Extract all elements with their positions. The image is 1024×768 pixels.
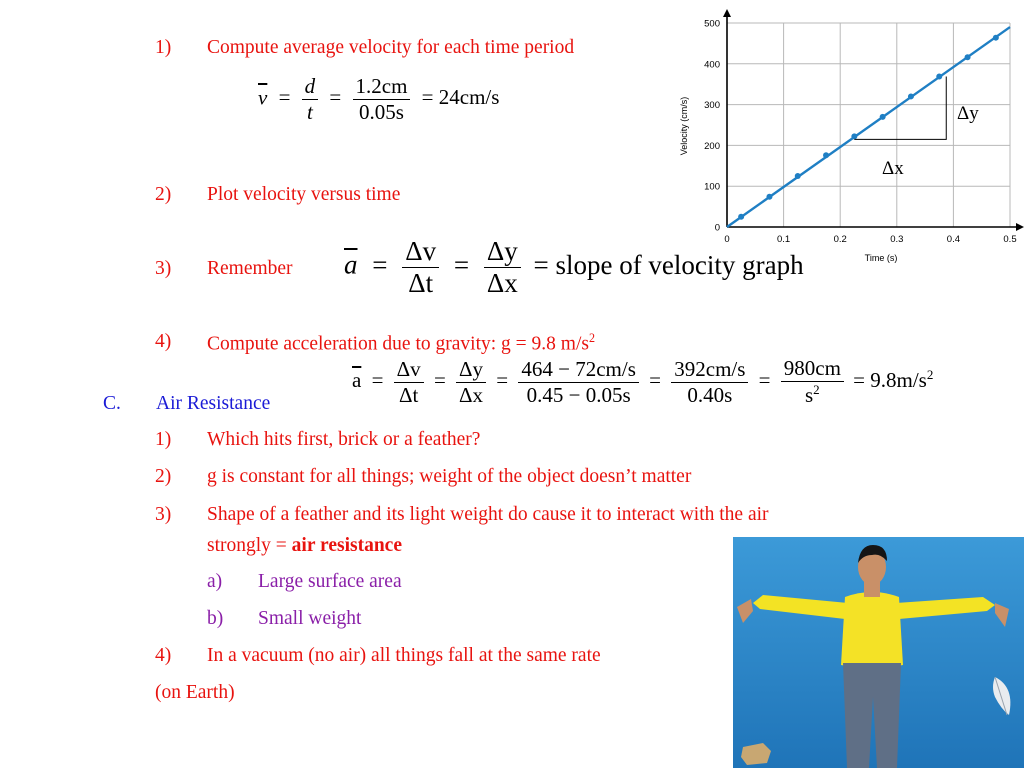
x-tick-label: 0 [724,234,730,245]
torso [841,592,903,668]
eq3-fraction-yx [456,357,486,408]
c-item-3-line2: strongly = air resistance [207,535,402,556]
c-item-2-text: g is constant for all things; weight of the object doesn’t matter [207,466,692,487]
c-item-3-number: 3) [155,504,172,525]
c-item-a-letter: a) [207,571,223,592]
eq3-fraction-3 [781,356,844,408]
eq3-n3: 980cm [781,356,844,382]
c-item-1-number: 1) [155,429,172,450]
person-illustration [733,537,1024,768]
eq3-dx: Δx [459,382,484,407]
section-c-letter: C. [103,393,121,414]
c-item-b-letter: b) [207,608,224,629]
chart-y-axis-label: Velocity (cm/s) [679,96,689,156]
item-1-number: 1) [155,37,172,58]
eq3-equals-2: = [433,367,446,392]
eq2-fraction-vt [402,236,439,299]
eq3-dy: Δy [456,357,486,383]
data-point [851,133,857,139]
x-tick-label: 0.4 [946,234,961,245]
eq3-equals-5: = [758,367,771,392]
eq1-equals: = [278,85,291,110]
eq2-fraction-yx [484,236,521,299]
item-4-text: Compute acceleration due to gravity: g = 9.8 $m/s^2$ [207,331,595,355]
item-3-number: 3) [155,258,172,279]
data-point [908,93,914,99]
eq3-n1: 464 − 72cm/s [518,357,639,383]
eq2-abar: $\overline{a}$ [344,249,358,280]
c-item-note: (on Earth) [155,682,235,703]
eq2-dv: Δv [402,236,439,268]
c-item-b-text: Small weight [258,608,362,629]
x-tick-label: 0.3 [890,234,904,245]
equation-average-velocity [258,74,499,125]
data-point [766,194,772,200]
x-axis-arrow [1016,223,1024,231]
data-point [880,114,886,120]
c-item-3-line1: Shape of a feather and its light weight do cause it to interact with the air [207,504,769,525]
data-point [738,214,744,220]
delta-y-label: Δy [957,103,979,124]
x-tick-label: 0.5 [1003,234,1017,245]
eq3-equals-4: = [649,367,661,392]
eq1-d: d [302,74,319,100]
slope-triangle [854,76,946,139]
y-tick-label: 500 [704,18,720,30]
eq3-dv: Δv [394,357,424,383]
data-point [965,54,971,60]
c-item-1-text: Which hits first, brick or a feather? [207,429,481,450]
eq1-fraction-dt [302,74,319,125]
eq2-dt: Δt [408,268,434,298]
eq3-fraction-vt [394,357,424,408]
item-1-text: Compute average velocity for each time period [207,37,575,58]
eq1-fraction-values [353,74,411,125]
y-tick-label: 100 [704,181,720,193]
eq1-result: = 24cm/s [421,85,500,110]
eq1-t: t [307,100,313,124]
data-point [993,35,999,41]
eq3-fraction-2 [671,357,748,408]
y-axis-arrow [723,9,731,17]
equation-gravity [352,356,933,408]
eq3-d3: $s^2$ [804,382,820,407]
eq1-vbar: $\overline{v}$ [258,85,268,110]
falling-objects-photo [733,537,1024,768]
item-2-text: Plot velocity versus time [207,184,401,205]
section-c-title: Air Resistance [156,393,271,414]
eq1-numerator: 1.2cm [353,74,411,100]
data-point [795,173,801,179]
item-2-number: 2) [155,184,172,205]
chart-annotation [854,76,946,139]
y-tick-label: 400 [704,59,720,71]
eq3-equals-1: = [371,367,384,392]
item-3-text: Remember [207,258,293,279]
y-tick-label: 300 [704,100,720,112]
eq1-denominator: 0.05s [359,100,404,124]
y-tick-label: 0 [714,222,720,234]
c-item-4-text: In a vacuum (no air) all things fall at the same rate [207,645,601,666]
x-tick-label: 0.2 [833,234,847,245]
eq2-rhs: = slope of velocity graph [533,249,804,280]
eq3-n2: 392cm/s [671,357,748,383]
eq3-d2: 0.40s [687,382,733,407]
eq3-result: = $9.8m/s^2$ [853,366,934,392]
chart-x-axis-label: Time (s) [864,253,898,263]
c-item-4-number: 4) [155,645,172,666]
delta-x-label: Δx [882,158,904,179]
item-4-number: 4) [155,331,172,352]
eq3-d1: 0.45 − 0.05s [526,382,631,407]
eq2-equals-2: = [453,249,470,280]
eq2-equals: = [372,249,388,280]
eq3-equals-3: = [496,367,509,392]
velocity-time-chart [670,5,1024,267]
data-point [936,73,942,79]
eq3-fraction-1 [518,357,639,408]
eq3-abar: $\overline{a}$ [352,367,362,392]
eq2-dy: Δy [484,236,521,268]
chart-series [727,27,1010,227]
eq3-dt: Δt [399,382,419,407]
y-tick-label: 200 [704,140,720,152]
eq1-equals-2: = [329,85,342,110]
x-tick-label: 0.1 [776,234,791,245]
data-point [823,152,829,158]
eq2-dx: Δx [486,268,518,298]
c-item-2-number: 2) [155,466,172,487]
c-item-a-text: Large surface area [258,571,402,592]
